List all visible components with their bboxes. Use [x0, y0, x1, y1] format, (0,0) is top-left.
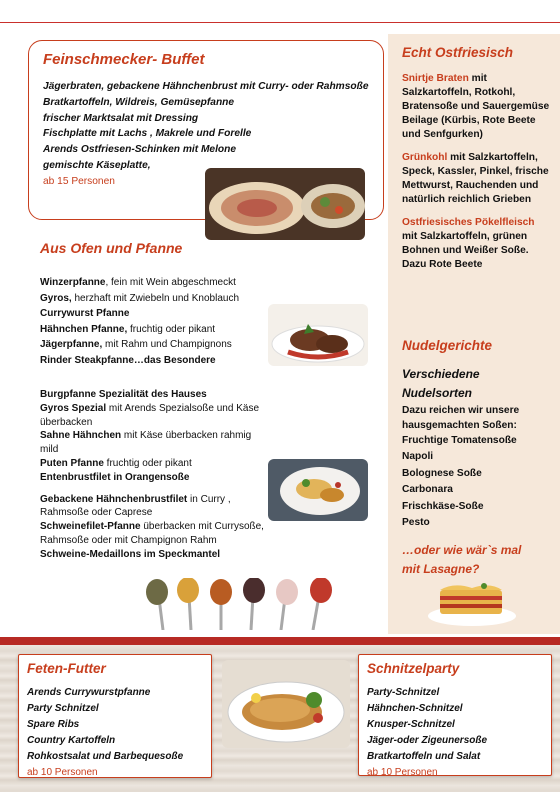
dish-line: Entenbrustfilet in Orangensoße	[40, 471, 190, 483]
nudel-intro: Dazu reichen wir unsere hausgemachten Soßen:	[402, 405, 520, 431]
ostfriesisch-item: Grünkohl mit Salzkartoffeln, Speck, Kassler, Pinkel, frische Mettwurst, Rauchenden und natürlich reichlich Grieben	[402, 152, 549, 205]
feten-item: Party Schnitzel	[27, 703, 99, 714]
pasta-plate-image	[268, 459, 368, 521]
dish-line: Schweinefilet-Pfanne überbacken mit Currysoße, Rahmsoße oder mit Champignon Rahm	[40, 521, 264, 546]
ostfriesisch-item: Snirtje Braten mit Salzkartoffeln, Rotkohl, Bratensoße und Sauergemüse Beilage (Kürbis, Rote Beete und Senfgurken)	[402, 73, 550, 140]
schnitzel-item: Party-Schnitzel	[367, 687, 440, 698]
sauce-item: Napoli	[402, 451, 434, 463]
sauce-item: Bolognese Soße	[402, 467, 482, 479]
lasagne-image	[424, 576, 520, 628]
buffet-note: ab 15 Personen	[43, 175, 115, 187]
schnitzel-item: Jäger-oder Zigeunersoße	[367, 735, 488, 746]
buffet-line: Arends Ostfriesen-Schinken mit Melone	[43, 144, 237, 156]
ofen-title: Aus Ofen und Pfanne	[40, 240, 183, 256]
dish-line: Winzerpfanne, fein mit Wein abgeschmeckt	[40, 277, 236, 288]
ostfriesisch-section	[402, 46, 552, 272]
sauce-item: Carbonara	[402, 484, 453, 496]
dish-line: Rinder Steakpfanne…das Besondere	[40, 354, 216, 366]
steak-image	[268, 304, 368, 366]
ofen-group-1	[40, 275, 266, 368]
dish-line: Schweine-Medaillons im Speckmantel	[40, 548, 221, 560]
feten-item: Rohkostsalat und Barbequesoße	[27, 751, 184, 762]
feten-title: Feten-Futter	[27, 661, 106, 676]
schnitzel-card	[358, 654, 552, 776]
feten-item: Spare Ribs	[27, 719, 80, 730]
feten-card	[18, 654, 212, 778]
dish-line: Gyros Spezial mit Arends Spezialsoße und Käse überbacken	[40, 402, 260, 428]
feten-item: Country Kartoffeln	[27, 735, 116, 746]
schnitzel-item: Knusper-Schnitzel	[367, 719, 455, 730]
schnitzel-item: Hähnchen-Schnitzel	[367, 703, 463, 714]
schnitzel-title: Schnitzelparty	[367, 661, 460, 676]
spice-spoons-image	[135, 578, 347, 630]
ostfriesisch-title: Echt Ostfriesisch	[402, 45, 514, 60]
ofen-group-2	[40, 388, 266, 562]
buffet-line: Bratkartoffeln, Wildreis, Gemüsepfanne	[43, 96, 235, 108]
buffet-platter-image	[205, 168, 365, 240]
sauce-item: Pesto	[402, 517, 430, 529]
buffet-line: frischer Marktsalat mit Dressing	[43, 112, 199, 124]
buffet-line: Jägerbraten, gebackene Hähnchenbrust mit Curry- oder Rahmsoße	[43, 81, 369, 92]
feten-note: ab 10 Personen	[27, 767, 98, 778]
nudel-title: Nudelgerichte	[402, 338, 493, 353]
dish-line: Sahne Hähnchen mit Käse überbacken rahmig mild	[40, 430, 252, 456]
lasagne-teaser: …oder wie wär`s mal mit Lasagne?	[402, 543, 522, 577]
ostfriesisch-item: Ostfriesisches Pökelfleisch mit Salzkartoffeln, grünen Bohnen und Weißer Soße. Dazu Rote Beete	[402, 217, 535, 270]
top-border	[0, 0, 560, 23]
feten-item: Arends Currywurstpfanne	[27, 687, 151, 698]
bottom-red-bar	[0, 637, 560, 645]
schnitzel-image	[222, 660, 350, 748]
buffet-line: gemischte Käseplatte,	[43, 159, 151, 171]
schnitzel-item: Bratkartoffeln und Salat	[367, 751, 481, 762]
sauce-item: Frischkäse-Soße	[402, 500, 484, 512]
nudel-section	[402, 339, 552, 579]
dish-line: Jägerpfanne, mit Rahm und Champignons	[40, 339, 232, 350]
nudel-subtitle: Verschiedene Nudelsorten	[402, 367, 480, 400]
dish-line: Puten Pfanne fruchtig oder pikant	[40, 457, 192, 469]
buffet-line: Fischplatte mit Lachs , Makrele und Forelle	[43, 128, 252, 140]
schnitzel-note: ab 10 Personen	[367, 767, 438, 778]
dish-line: Gebackene Hähnchenbrustfilet in Curry , Rahmsoße oder Caprese	[40, 493, 231, 519]
buffet-title: Feinschmecker- Buffet	[43, 51, 205, 68]
spacer	[40, 485, 266, 493]
dish-line: Gyros, herzhaft mit Zwiebeln und Knoblauch	[40, 292, 240, 304]
sauce-item: Fruchtige Tomatensoße	[402, 435, 517, 446]
dish-line: Hähnchen Pfanne, fruchtig oder pikant	[40, 323, 216, 335]
dish-line: Burgpfanne Spezialität des Hauses	[40, 389, 207, 400]
dish-line: Currywurst Pfanne	[40, 308, 130, 319]
